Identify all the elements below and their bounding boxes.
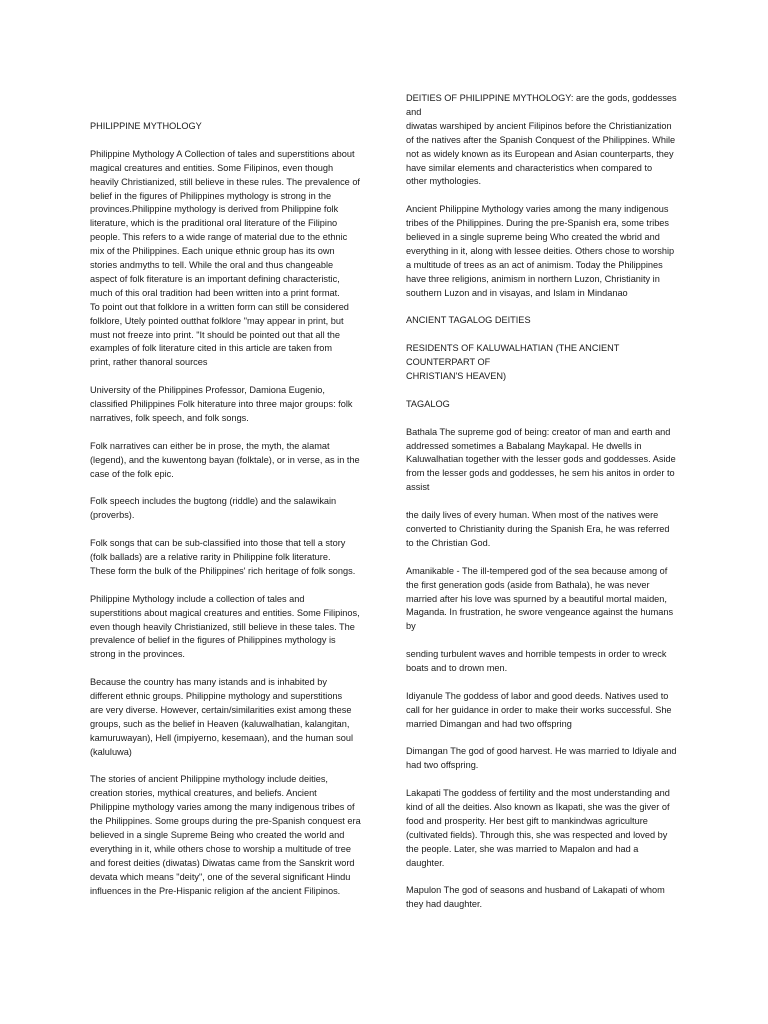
paragraph: DEITIES OF PHILIPPINE MYTHOLOGY: are the gods, goddesses and diwatas warshiped by ancient Filipinos before the Christianization of the natives after the Spanish Conquest of the Philippines. While not as widely known as its European and Asian counterparts, they have similar elements and characteristics when compared to other mythologies.	[406, 93, 677, 187]
paragraph: Amanikable - The ill-tempered god of the sea because among of the first generation gods (aside from Bathala), he was never married after his love was spurned by a beautiful mortal maiden, Maganda. In frustration, he swore vengeance against the humans by	[406, 565, 674, 632]
paragraph: Philippine Mythology A Collection of tales and superstitions about magical creatures and entities. Some Filipinos, even though heavily Christianized, still believe in these rules. The prevalence of belief in the figures of Philippines mythology is strong in the provinces.Philippine mythology is derived from Philippine folk literature, which is the praditional oral literature of the Filipino people. This refers to a wide range of material due to the ethnic mix of the Philippines. Each unique ethnic group has its own stories andmyths to tell. While the oral and thus changeable aspect of folk fiterature is an important defining characteristic, much of this oral tradition had been written into a print format. To point out that folklore in a written form can still be considered folklore, Utely pointed outthat folklore "may appear in print, but must not freeze into print. "It should be pointed out that all the examples of folk literature cited in this article are taken from print, rather thanoral sources	[90, 148, 360, 368]
paragraph: sending turbulent waves and horrible tempests in order to wreck boats and to drown men.	[406, 649, 667, 674]
paragraph: University of the Philippines Professor, Damiona Eugenio, classified Philippines Folk hiterature into three major groups: folk narratives, folk speech, and folk songs.	[90, 385, 353, 423]
section-heading: RESIDENTS OF KALUWALHATIAN (THE ANCIENT COUNTERPART OF CHRISTIAN'S HEAVEN)	[406, 343, 620, 382]
paragraph: Idiyanule The goddess of labor and good deeds. Natives used to call for her guidance in order to make their works successful. She married Dimangan and had two offspring	[406, 690, 672, 729]
paragraph: Folk narratives can either be in prose, the myth, the alamat (legend), and the kuwentong bayan (folktale), or in verse, as in the case of the folk epic.	[90, 440, 360, 479]
right-text-column	[406, 0, 684, 926]
paragraph: Lakapati The goddess of fertility and the most understanding and kind of all the deities. Also known as Ikapati, she was the giver of food and prosperity. Her best gift to mankindwas agriculture (cultivated fields). Through this, she was respected and loved by the people. Later, she was married to Mapalon and had a daughter.	[406, 788, 670, 868]
paragraph: the daily lives of every human. When most of the natives were converted to Christianity during the Spanish Era, he was referred to the Christian God.	[406, 510, 670, 548]
paragraph: Folk songs that can be sub-classified into those that tell a story (folk ballads) are a relative rarity in Philippine folk literature. These form the bulk of the Philippines' rich heritage of folk songs.	[90, 538, 356, 576]
section-heading: TAGALOG	[406, 398, 450, 409]
paragraph: The stories of ancient Philippine mythology include deities, creation stories, mythical creatures, and beliefs. Ancient Philippine mythology varies among the many indigenous tribes of the Philippines. Some groups during the pre-Spanish conquest era believed in a single Supreme Being who created the world and everything in it, while others chose to worship a multitude of tree and forest deities (diwatas) Diwatas came from the Sanskrit word devata which means "deity", one of the several significant Hindu influences in the Pre-Hispanic religion af the ancient Filipinos.	[90, 774, 361, 896]
paragraph: Dimangan The god of good harvest. He was married to Idiyale and had two offspring.	[406, 746, 677, 771]
paragraph: Ancient Philippine Mythology varies among the many indigenous tribes of the Philippines. During the pre-Spanish era, some tribes believed in a single supreme being Who created the wbrid and everything in it, along with lessee deities. Others chose to worship a multitude of trees as an act of animism. Today the Philippines have three religions, animism in northern Luzon, Christianity in southern Luzon and in visayas, and Islam in Mindanao	[406, 204, 675, 298]
paragraph: Folk speech includes the bugtong (riddle) and the salawikain (proverbs).	[90, 496, 337, 521]
page-heading: PHILIPPINE MYTHOLOGY	[90, 121, 202, 131]
left-text-column	[90, 0, 372, 913]
paragraph: Bathala The supreme god of being: creator of man and earth and addressed sometimes a Babalang Maykapal. He dwells in Kaluwalhatian together with the lesser gods and goddesses. Aside from the lesser gods and goddesses, he sem his anitos in order to assist	[406, 426, 676, 493]
paragraph: Philippine Mythology include a collection of tales and superstitions about magical creatures and entities. Some Filipinos, even though heavily Christianized, still believe in these tales. The prevalence of belief in the figures of Philippines mythology is strong in the provinces.	[90, 593, 360, 660]
section-heading: ANCIENT TAGALOG DEITIES	[406, 315, 531, 326]
paragraph: Mapulon The god of seasons and husband of Lakapati of whom they had daughter.	[406, 885, 665, 910]
paragraph: Because the country has many istands and is inhabited by different ethnic groups. Philippine mythology and superstitions are very diverse. However, certain/similarities exist among these groups, such as the belief in Heaven (kaluwalhatian, kalangitan, kamuruwayan), Hell (impiyerno, kesemaan), and the human soul (kaluluwa)	[90, 677, 353, 757]
